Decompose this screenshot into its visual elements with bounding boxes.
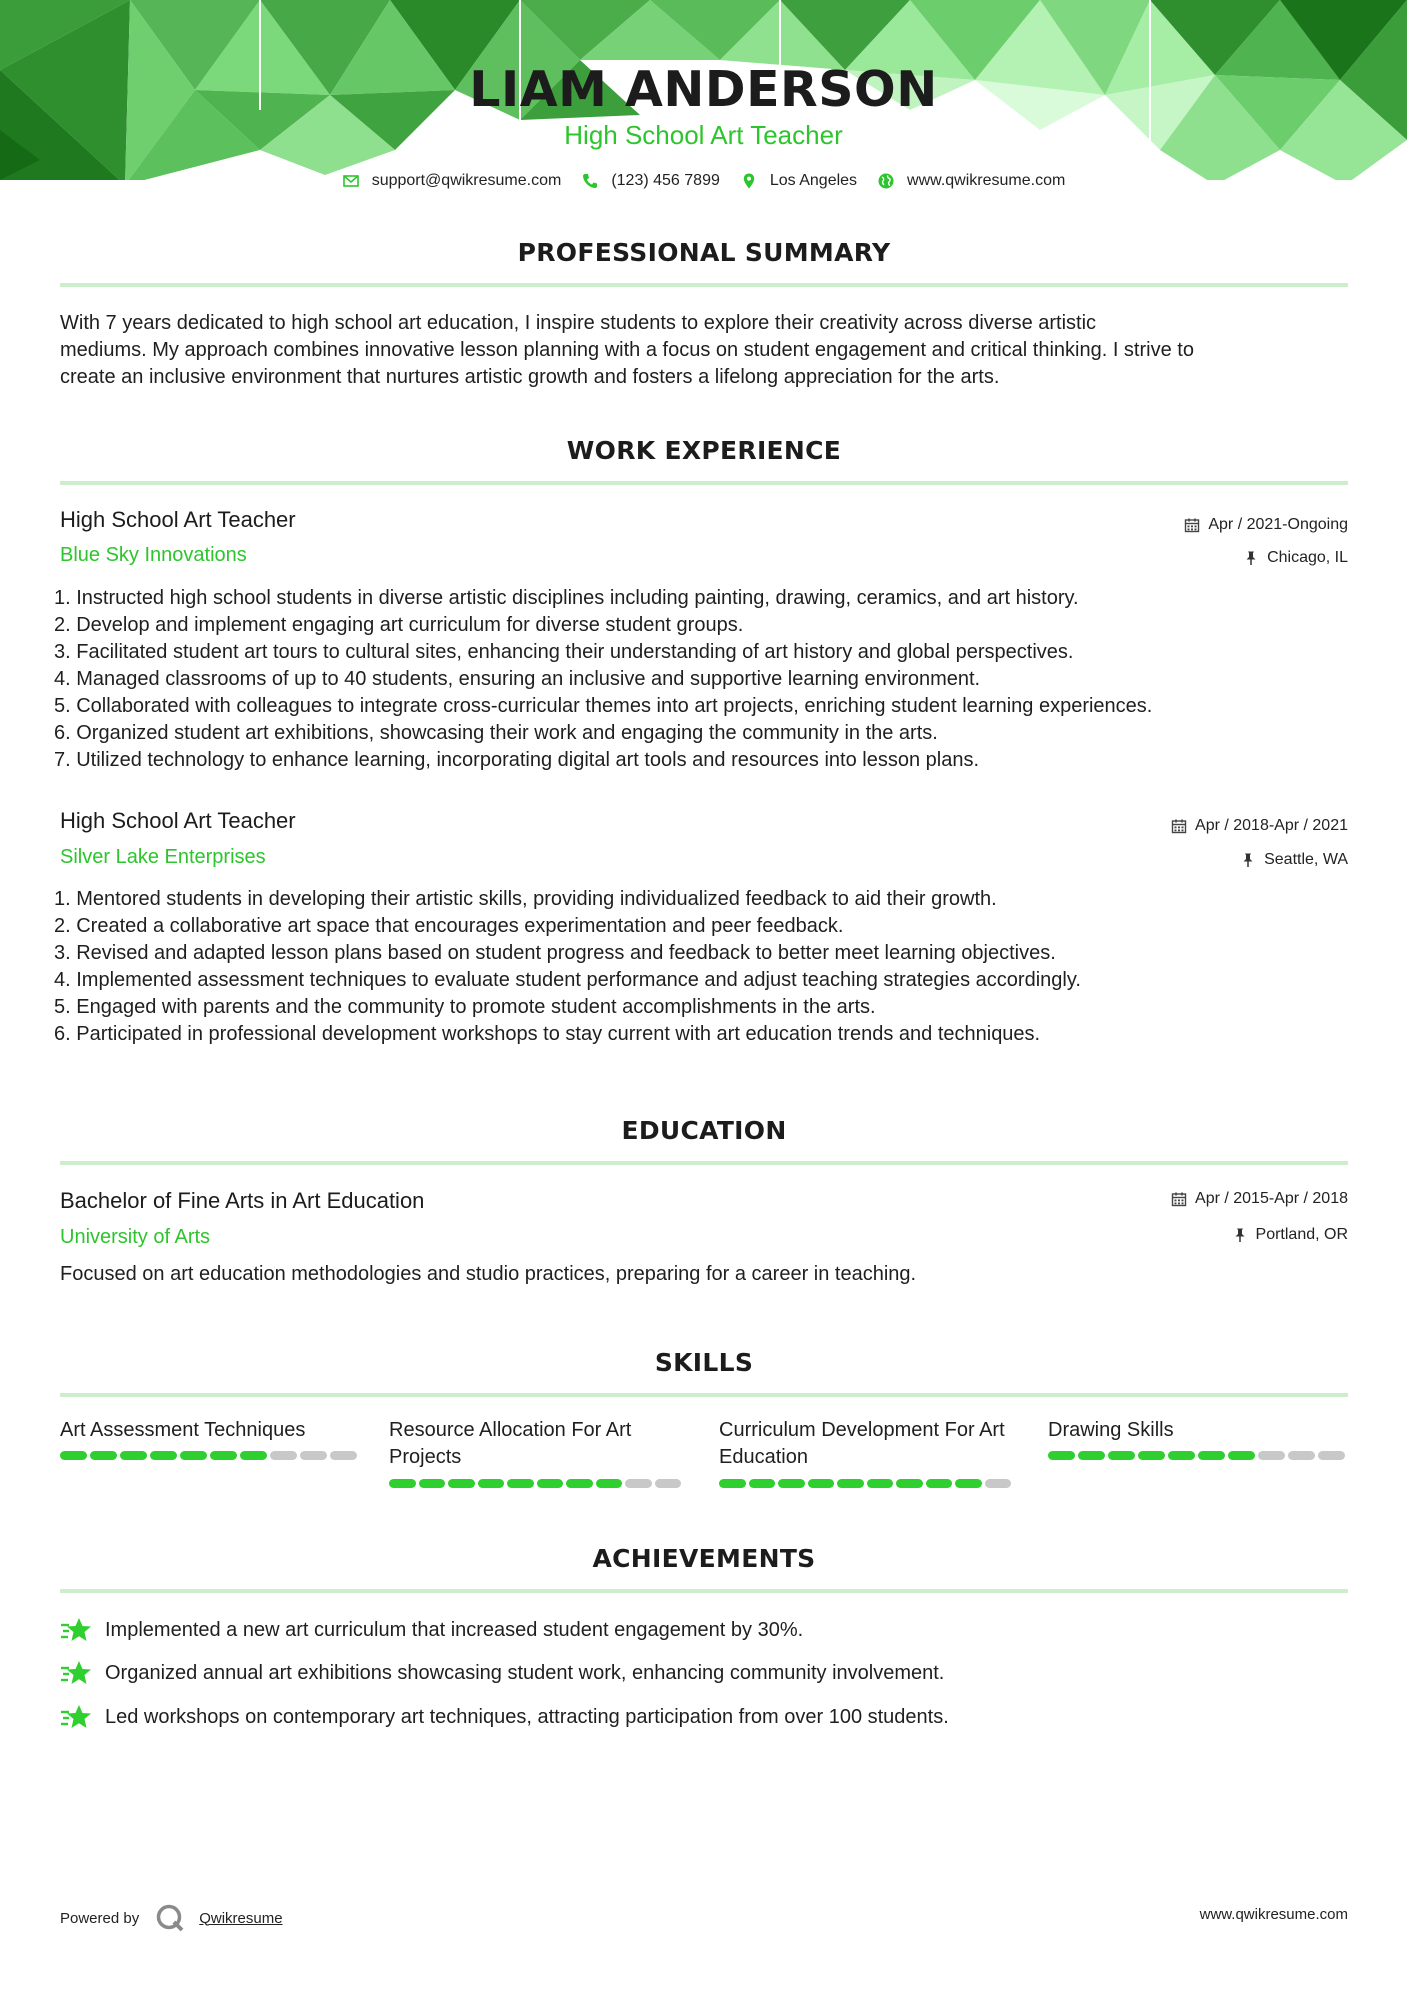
pushpin-icon: [1243, 550, 1259, 566]
contact-location: [740, 172, 857, 190]
skill-level-pill-filled: [1228, 1451, 1255, 1460]
qwikresume-link[interactable]: Qwikresume: [199, 1909, 283, 1927]
skill-level-pill-empty: [1288, 1451, 1315, 1460]
skill-level-pill-filled: [926, 1479, 953, 1488]
achievement-item: [60, 1614, 803, 1646]
skill-level-pill-empty: [985, 1479, 1012, 1488]
skill-name: Resource Allocation For Art Projects: [389, 1419, 632, 1468]
summary-line: create an inclusive environment that nurtures artistic growth and fosters a lifelong appreciation for the arts.: [60, 366, 1000, 388]
achievement-item: [60, 1657, 944, 1689]
achievement-text: Implemented a new art curriculum that increased student engagement by 30%.: [105, 1618, 804, 1641]
skill-level-pill-filled: [867, 1479, 894, 1488]
skill-level-meter: [719, 1479, 1014, 1488]
skill-level-pill-filled: [1168, 1451, 1195, 1460]
list-item: 5. Engaged with parents and the community to promote student accomplishments in the arts.: [54, 996, 876, 1018]
contact-email-text: support@qwikresume.com: [371, 172, 562, 189]
contact-email[interactable]: [342, 172, 562, 190]
job-duties-list: [54, 585, 1354, 774]
skill-level-pill-filled: [896, 1479, 923, 1488]
calendar-icon: [1184, 517, 1200, 533]
pushpin-icon: [1232, 1227, 1248, 1243]
skill-name: Drawing Skills: [1048, 1419, 1174, 1441]
skill-level-pill-filled: [240, 1451, 267, 1460]
skill-level-pill-filled: [389, 1479, 416, 1488]
skill-level-pill-filled: [120, 1451, 147, 1460]
skill-level-pill-filled: [210, 1451, 237, 1460]
experience-heading: WORK EXPERIENCE: [566, 436, 842, 465]
skill-level-pill-filled: [60, 1451, 87, 1460]
skill-level-pill-empty: [1318, 1451, 1345, 1460]
education-heading: EDUCATION: [621, 1116, 787, 1145]
list-item: 2. Develop and implement engaging art curriculum for diverse student groups.: [54, 614, 744, 636]
job-dates-text: Apr / 2018-Apr / 2021: [1195, 817, 1348, 834]
powered-by-label: Powered by: [60, 1909, 140, 1927]
candidate-job-title: High School Art Teacher: [564, 120, 843, 150]
phone-icon: [581, 172, 599, 190]
job-dates: [1184, 516, 1348, 534]
summary-line: With 7 years dedicated to high school art education, I inspire students to explore their creativity across diverse artistic: [60, 312, 1097, 334]
section-divider: [60, 283, 1348, 287]
skill-level-pill-filled: [749, 1479, 776, 1488]
globe-icon: [877, 172, 895, 190]
skill-level-pill-filled: [1138, 1451, 1165, 1460]
section-divider: [60, 1393, 1348, 1397]
skill-level-pill-filled: [808, 1479, 835, 1488]
skill-level-pill-filled: [955, 1479, 982, 1488]
job-company: Silver Lake Enterprises: [60, 846, 266, 868]
job-title: High School Art Teacher: [60, 507, 296, 532]
contact-phone-text: (123) 456 7899: [611, 172, 720, 189]
skill-level-pill-filled: [778, 1479, 805, 1488]
skill-name: Art Assessment Techniques: [60, 1419, 306, 1441]
contact-bar: [0, 172, 1407, 190]
skill-level-pill-filled: [90, 1451, 117, 1460]
education-location: [1232, 1226, 1348, 1244]
list-item: 1. Mentored students in developing their artistic skills, providing individualized feedback to aid their growth.: [54, 888, 997, 910]
skill-level-pill-filled: [1078, 1451, 1105, 1460]
star-icon: [60, 1657, 92, 1689]
list-item: 5. Collaborated with colleagues to integrate cross-curricular themes into art projects, enriching student learning experiences.: [54, 695, 1153, 717]
list-item: 1. Instructed high school students in diverse artistic disciplines including painting, drawing, ceramics, and art history.: [54, 587, 1079, 609]
education-dates: [1171, 1190, 1348, 1208]
job-dates-text: Apr / 2021-Ongoing: [1208, 516, 1348, 533]
skill-level-meter: [1048, 1451, 1348, 1460]
education-location-text: Portland, OR: [1255, 1226, 1348, 1243]
skill-level-pill-filled: [566, 1479, 593, 1488]
school-name: University of Arts: [60, 1226, 211, 1248]
summary-text: [60, 310, 1348, 391]
contact-phone[interactable]: [581, 172, 720, 190]
list-item: 3. Facilitated student art tours to cultural sites, enhancing their understanding of art history and global perspectives.: [54, 641, 1074, 663]
skill-level-pill-filled: [537, 1479, 564, 1488]
skill-level-pill-empty: [300, 1451, 327, 1460]
skill-name: Curriculum Development For Art Education: [719, 1419, 1005, 1468]
skill-level-pill-empty: [270, 1451, 297, 1460]
education-description: Focused on art education methodologies and studio practices, preparing for a career in teaching.: [60, 1263, 917, 1285]
location-pin-icon: [740, 172, 758, 190]
achievement-text: Led workshops on contemporary art techniques, attracting participation from over 100 students.: [105, 1705, 949, 1728]
skill-level-pill-filled: [180, 1451, 207, 1460]
skill-level-meter: [389, 1479, 684, 1488]
qwikresume-logo-icon: [155, 1903, 185, 1933]
achievement-text: Organized annual art exhibitions showcasing student work, enhancing community involvement.: [105, 1661, 945, 1684]
skill-level-pill-filled: [448, 1479, 475, 1488]
skill-level-pill-filled: [507, 1479, 534, 1488]
pushpin-icon: [1240, 852, 1256, 868]
achievements-heading: ACHIEVEMENTS: [592, 1544, 816, 1573]
list-item: 4. Implemented assessment techniques to evaluate student performance and adjust teaching strategies accordingly.: [54, 969, 1081, 991]
calendar-icon: [1171, 818, 1187, 834]
skill-level-pill-filled: [1198, 1451, 1225, 1460]
mail-icon: [342, 172, 360, 190]
job-location-text: Chicago, IL: [1267, 549, 1348, 566]
list-item: 7. Utilized technology to enhance learning, incorporating digital art tools and resources into lesson plans.: [54, 749, 979, 771]
skill-level-meter: [60, 1451, 360, 1460]
summary-heading: PROFESSIONAL SUMMARY: [517, 238, 891, 267]
skill-level-pill-filled: [478, 1479, 505, 1488]
footer-branding: [60, 1903, 283, 1933]
section-divider: [60, 1589, 1348, 1593]
achievement-item: [60, 1701, 949, 1733]
candidate-name: LIAM ANDERSON: [469, 61, 938, 118]
job-location: [1240, 851, 1348, 869]
job-dates: [1171, 817, 1348, 835]
list-item: 4. Managed classrooms of up to 40 students, ensuring an inclusive and supportive learning environment.: [54, 668, 981, 690]
list-item: 6. Participated in professional development workshops to stay current with art education trends and techniques.: [54, 1023, 1041, 1045]
degree-title: Bachelor of Fine Arts in Art Education: [60, 1188, 425, 1213]
section-divider: [60, 1161, 1348, 1165]
job-duties-list: [54, 886, 1354, 1048]
job-location: [1243, 549, 1348, 567]
skill-level-pill-empty: [625, 1479, 652, 1488]
skill-level-pill-filled: [596, 1479, 623, 1488]
calendar-icon: [1171, 1191, 1187, 1207]
education-dates-text: Apr / 2015-Apr / 2018: [1195, 1190, 1348, 1207]
skill-level-pill-filled: [719, 1479, 746, 1488]
skill-item: [1048, 1417, 1348, 1460]
contact-website[interactable]: [877, 172, 1065, 190]
skill-level-pill-empty: [330, 1451, 357, 1460]
star-icon: [60, 1614, 92, 1646]
skill-level-pill-empty: [655, 1479, 682, 1488]
skill-item: [389, 1417, 684, 1488]
skill-level-pill-filled: [1108, 1451, 1135, 1460]
section-divider: [60, 481, 1348, 485]
skill-level-pill-filled: [1048, 1451, 1075, 1460]
list-item: 6. Organized student art exhibitions, showcasing their work and engaging the community in the arts.: [54, 722, 938, 744]
skill-level-pill-filled: [150, 1451, 177, 1460]
skill-level-pill-filled: [837, 1479, 864, 1488]
job-company: Blue Sky Innovations: [60, 544, 247, 566]
summary-line: mediums. My approach combines innovative lesson planning with a focus on student engagement and critical thinking. I strive to: [60, 339, 1194, 361]
skill-item: [719, 1417, 1014, 1488]
star-icon: [60, 1701, 92, 1733]
skill-item: [60, 1417, 360, 1460]
contact-website-text: www.qwikresume.com: [907, 172, 1066, 189]
job-location-text: Seattle, WA: [1264, 851, 1348, 868]
skills-heading: SKILLS: [654, 1348, 754, 1377]
contact-location-text: Los Angeles: [769, 172, 858, 189]
job-title: High School Art Teacher: [60, 808, 296, 833]
skill-level-pill-empty: [1258, 1451, 1285, 1460]
list-item: 3. Revised and adapted lesson plans based on student progress and feedback to better meet learning objectives.: [54, 942, 1056, 964]
skill-level-pill-filled: [419, 1479, 446, 1488]
list-item: 2. Created a collaborative art space that encourages experimentation and peer feedback.: [54, 915, 844, 937]
footer-website-link[interactable]: www.qwikresume.com: [1199, 1906, 1348, 1923]
